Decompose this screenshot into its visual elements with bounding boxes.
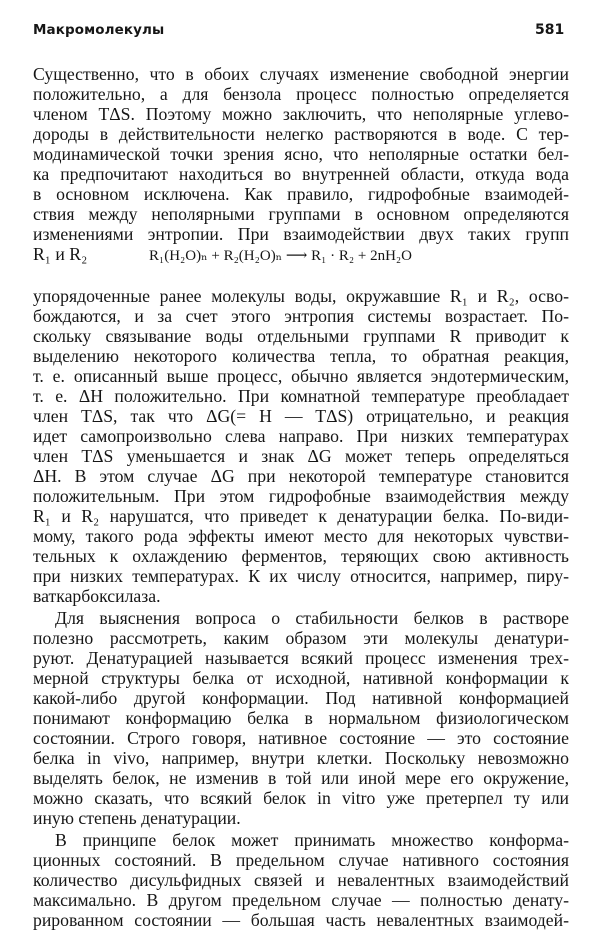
- text-line: т. е. описанный выше процесс, обычно является эндотермическим,: [33, 366, 569, 386]
- text-line: количество дисульфидных связей и невалентных взаимодействий: [33, 870, 569, 890]
- text-line: член TΔS уменьшается и знак ΔG может теперь определяться: [33, 446, 569, 466]
- text-line: рированном состоянии — большая часть невалентных взаимодей-: [33, 910, 569, 930]
- text-line: изменениями энтропии. При взаимодействии двух таких групп: [33, 224, 569, 244]
- text-line: выделять белок, не изменив в той или иной мере его окружение,: [33, 768, 569, 788]
- text-line: Для выяснения вопроса о стабильности белков в растворе: [55, 608, 569, 628]
- text-line: можно сказать, что всякий белок in vitro уже претерпел ту или: [33, 788, 569, 808]
- text-line: Существенно, что в обоих случаях изменение свободной энергии: [33, 64, 569, 84]
- reaction-equation: R₁(H₂O)ₙ + R₂(H₂O)ₙ ⟶ R₁ · R₂ + 2nH₂O: [149, 248, 412, 264]
- text-line: белка in vivo, например, внутри клетки. Поскольку невозможно: [33, 748, 569, 768]
- text-line: положительным. При этом гидрофобные взаимодействия между: [33, 486, 569, 506]
- text-line: R₁ и R₂: [33, 244, 88, 264]
- text-line: выделению некоторого количества тепла, то обратная реакция,: [33, 346, 569, 366]
- text-line: упорядоченные ранее молекулы воды, окружавшие R₁ и R₂, осво-: [33, 286, 569, 306]
- text-line: в основном исключена. Как правило, гидрофобные взаимодей-: [33, 184, 569, 204]
- text-line: ционных состояний. В предельном случае нативного состояния: [33, 850, 569, 870]
- text-line: идет самопроизвольно слева направо. При низких температурах: [33, 426, 569, 446]
- text-line: максимально. В другом предельном случае — полностью денату-: [33, 890, 569, 910]
- text-line: дороды в действительности нелегко растворяются в воде. С тер-: [33, 124, 569, 144]
- text-line: понимают конформацию белка в нормальном физиологическом: [33, 708, 569, 728]
- text-line: членом TΔS. Поэтому можно заключить, что неполярные углево-: [33, 104, 569, 124]
- text-line: ка предпочитают находиться во внутренней области, откуда вода: [33, 164, 569, 184]
- text-line: член TΔS, так что ΔG(= H — TΔS) отрицательно, и реакция: [33, 406, 569, 426]
- text-line: мерной структуры белка от исходной, нативной конформации к: [33, 668, 569, 688]
- text-line: полезно рассмотреть, каким образом эти молекулы денатури-: [33, 628, 569, 648]
- text-line: тельных к охлаждению ферментов, теряющих свою активность: [33, 546, 569, 566]
- text-line: мому, такого рода эффекты имеют место для некоторых чувстви-: [33, 526, 569, 546]
- text-line: ваткарбоксилаза.: [33, 586, 161, 606]
- text-line: R₁ и R₂ нарушатся, что приведет к денатурации белка. По-види-: [33, 506, 569, 526]
- text-line: скольку связывание воды отдельными группами R приводит к: [33, 326, 569, 346]
- text-line: иную степень денатурации.: [33, 808, 241, 828]
- text-line: какой-либо другой конформации. Под нативной конформацией: [33, 688, 569, 708]
- text-line: т. е. ΔH положительно. При комнатной температуре преобладает: [33, 386, 569, 406]
- text-line: ΔH. В этом случае ΔG при некоторой температуре становится: [33, 466, 569, 486]
- text-line: бождаются, и за счет этого энтропия системы возрастает. По-: [33, 306, 569, 326]
- text-line: модинамической точки зрения ясно, что неполярные остатки бел-: [33, 144, 569, 164]
- running-header-title: Макромолекулы: [33, 22, 165, 38]
- text-line: руют. Денатурацией называется всякий процесс изменения трех-: [33, 648, 569, 668]
- text-line: положительно, а для бензола процесс полностью определяется: [33, 84, 569, 104]
- text-line: В принципе белок может принимать множество конформа-: [55, 830, 569, 850]
- page-number: 581: [535, 22, 565, 38]
- text-line: ствия между неполярными группами в основном определяются: [33, 204, 569, 224]
- text-line: при низких температурах. К их числу относится, например, пиру-: [33, 566, 569, 586]
- text-line: состоянии. Строго говоря, нативное состояние — это состояние: [33, 728, 569, 748]
